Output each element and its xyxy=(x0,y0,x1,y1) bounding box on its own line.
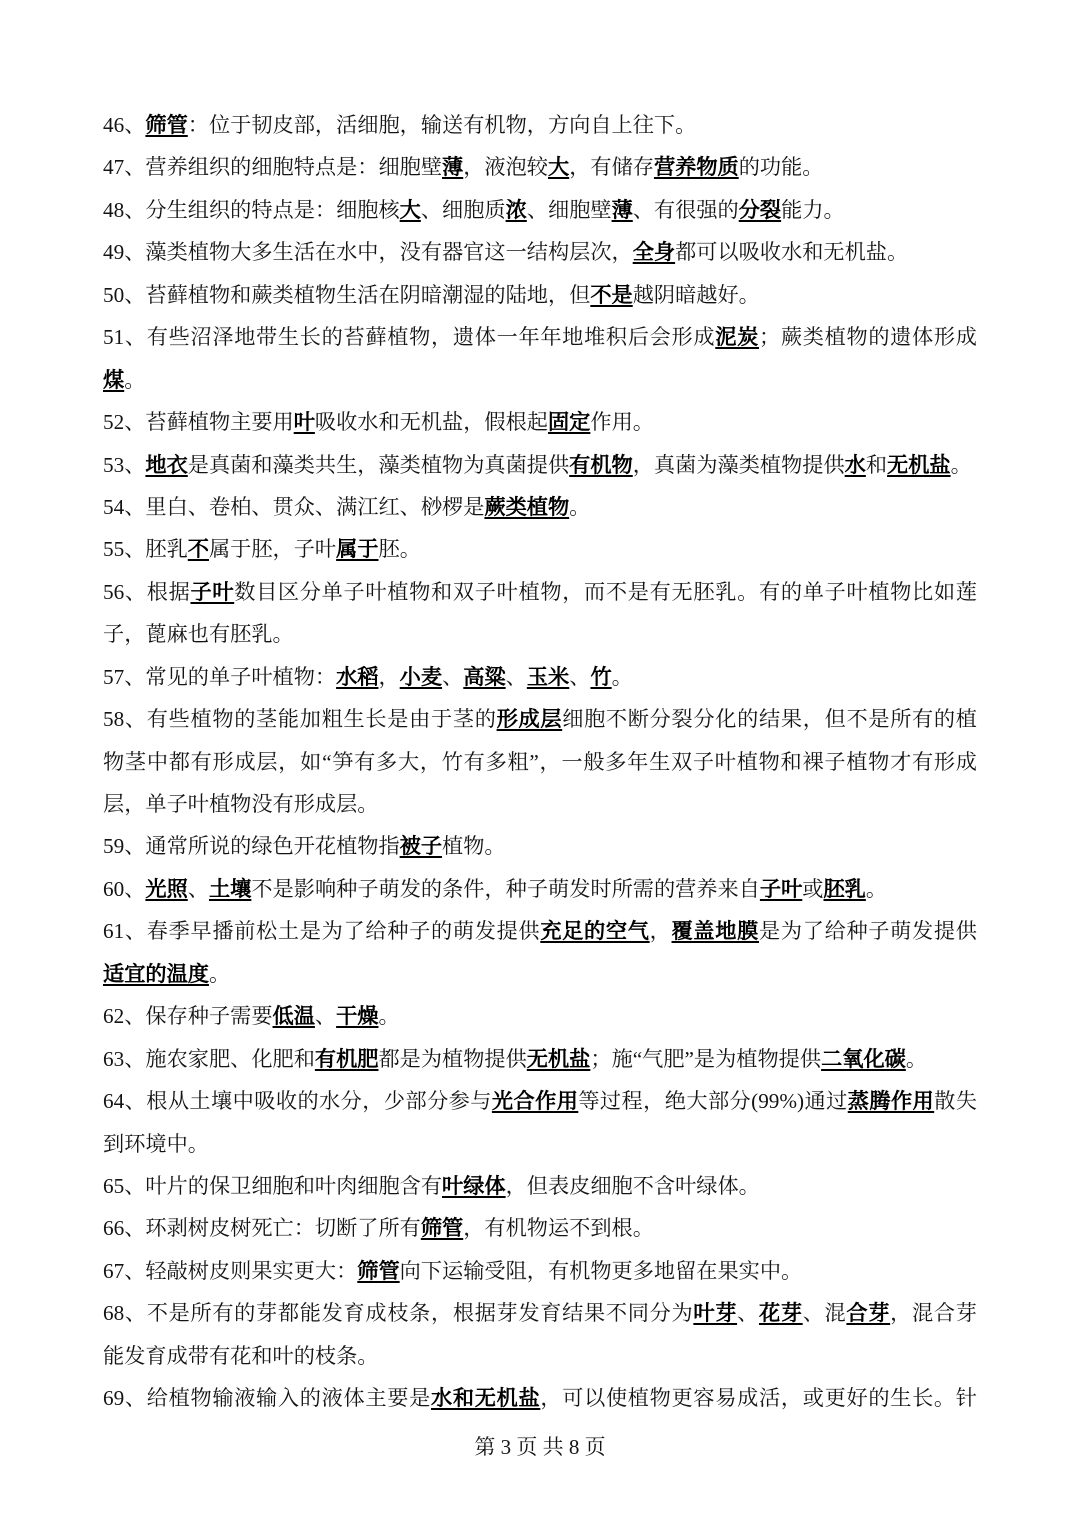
text-run: 68、不是所有的芽都能发育成枝条，根据芽发育结果不同分为 xyxy=(103,1301,694,1326)
text-run: 细胞不断分裂分化的结果，但不是所有的植 xyxy=(562,707,977,732)
text-line xyxy=(103,1250,977,1292)
key-term: 煤 xyxy=(103,367,125,392)
key-term: 泥炭 xyxy=(715,325,759,350)
text-line xyxy=(103,401,977,443)
text-line xyxy=(103,104,977,146)
list-item xyxy=(103,1080,977,1165)
text-run: 向下运输受阻，有机物更多地留在果实中。 xyxy=(399,1258,803,1283)
text-run: 、 xyxy=(505,664,527,689)
key-term: 形成层 xyxy=(496,707,563,732)
list-item xyxy=(103,1165,977,1207)
list-item xyxy=(103,401,977,443)
list-item xyxy=(103,656,977,698)
key-term: 不是 xyxy=(590,282,633,307)
key-term: 薄 xyxy=(611,197,633,222)
text-run: 57、常见的单子叶植物： xyxy=(103,664,337,689)
text-line xyxy=(103,995,977,1037)
key-term: 叶绿体 xyxy=(442,1173,506,1198)
text-line xyxy=(103,528,977,570)
text-run: ；施“气肥”是为植物提供 xyxy=(590,1046,822,1071)
text-run: ， xyxy=(649,919,672,944)
list-item xyxy=(103,231,977,273)
key-term: 叶芽 xyxy=(693,1301,738,1326)
text-run: ，液泡较 xyxy=(463,155,548,180)
key-term: 覆盖地膜 xyxy=(671,919,759,944)
text-run: 是为了给种子萌发提供 xyxy=(758,919,977,944)
text-run: 。 xyxy=(208,961,231,986)
key-term: 浓 xyxy=(505,197,527,222)
text-run: 69、给植物输液输入的液体主要是 xyxy=(103,1386,431,1411)
text-run: 数目区分单子叶植物和双子叶植物，而不是有无胚乳。有的单子叶植物比如莲 xyxy=(234,579,977,604)
list-item xyxy=(103,274,977,316)
text-run: 胚。 xyxy=(378,537,421,562)
key-term: 大 xyxy=(399,197,421,222)
key-term: 光照 xyxy=(145,876,188,901)
list-item xyxy=(103,868,977,910)
text-line xyxy=(103,613,977,655)
text-run: ，混合芽 xyxy=(890,1301,977,1326)
key-term: 筛管 xyxy=(145,113,188,137)
text-run: 和 xyxy=(865,452,888,477)
list-item xyxy=(103,486,977,528)
text-run: 吸收水和无机盐，假根起 xyxy=(314,410,548,435)
text-run: 52、苔藓植物主要用 xyxy=(103,410,294,435)
text-run: 、细胞质 xyxy=(420,197,506,222)
text-run: 56、根据 xyxy=(103,579,191,604)
key-term: 无机盐 xyxy=(526,1046,591,1071)
text-run: ，真菌为藻类植物提供 xyxy=(632,452,845,477)
text-run: 50、苔藓植物和蕨类植物生活在阴暗潮湿的陆地，但 xyxy=(103,282,591,307)
text-run: ，可以使植物更容易成活，或更好的生长。针 xyxy=(540,1386,977,1411)
text-run: 64、根从土壤中吸收的水分，少部分参与 xyxy=(103,1089,492,1114)
key-term: 不 xyxy=(187,537,209,562)
key-term: 水稻 xyxy=(336,664,379,689)
key-term: 土壤 xyxy=(208,876,252,901)
key-term: 固定 xyxy=(547,410,591,435)
list-item xyxy=(103,444,977,486)
key-term: 被子 xyxy=(399,834,443,859)
text-line xyxy=(103,1165,977,1207)
text-run: 58、有些植物的茎能加粗生长是由于茎的 xyxy=(103,707,497,732)
list-item xyxy=(103,910,977,995)
list-item xyxy=(103,571,977,656)
key-term: 低温 xyxy=(272,1004,315,1029)
key-term: 水和无机盐 xyxy=(431,1386,541,1411)
text-run: 都是为植物提供 xyxy=(378,1046,527,1071)
text-run: 、 xyxy=(442,664,464,689)
key-term: 有机物 xyxy=(569,452,633,477)
text-run: 48、分生组织的特点是：细胞核 xyxy=(103,197,400,222)
list-item xyxy=(103,104,977,146)
text-run: 物茎中都有形成层，如“笋有多大，竹有多粗”，一般多年生双子叶植物和裸子植物才有形成 xyxy=(103,749,977,774)
list-item xyxy=(103,316,977,401)
text-run: ，但表皮细胞不含叶绿体。 xyxy=(505,1173,760,1198)
text-line xyxy=(103,1080,977,1122)
text-run: 63、施农家肥、化肥和 xyxy=(103,1046,315,1071)
text-line xyxy=(103,146,977,188)
text-line xyxy=(103,316,977,358)
text-run: 66、环剥树皮树死亡：切断了所有 xyxy=(103,1216,421,1241)
list-item xyxy=(103,528,977,570)
text-line xyxy=(103,953,977,995)
text-run: 等过程，绝大部分(99%)通过 xyxy=(578,1089,848,1114)
text-run: 能发育成带有花和叶的枝条。 xyxy=(103,1343,379,1368)
text-run: 、细胞壁 xyxy=(526,197,612,222)
key-term: 水 xyxy=(844,452,866,477)
key-term: 蕨类植物 xyxy=(484,494,570,519)
text-run: 。 xyxy=(569,494,591,519)
text-run: 能力。 xyxy=(781,197,845,222)
text-run: 61、春季早播前松土是为了给种子的萌发提供 xyxy=(103,919,541,944)
text-line xyxy=(103,868,977,910)
key-term: 属于 xyxy=(336,537,379,562)
text-run: 的功能。 xyxy=(738,155,824,180)
text-run: 。 xyxy=(905,1046,928,1071)
text-run: ， xyxy=(378,664,400,689)
text-line xyxy=(103,189,977,231)
key-term: 胚乳 xyxy=(823,876,866,901)
page-footer: 第 3 页 共 8 页 xyxy=(474,1435,606,1459)
text-line xyxy=(103,231,977,273)
text-line xyxy=(103,910,977,952)
list-item xyxy=(103,825,977,867)
key-term: 子叶 xyxy=(759,876,803,901)
list-item xyxy=(103,1038,977,1080)
list-item xyxy=(103,698,977,825)
text-line xyxy=(103,1207,977,1249)
list-item xyxy=(103,995,977,1037)
text-run: 子，蓖麻也有胚乳。 xyxy=(103,622,294,647)
text-run: 46、 xyxy=(103,113,146,137)
document-body xyxy=(103,104,977,1420)
text-run: 65、叶片的保卫细胞和叶肉细胞含有 xyxy=(103,1173,443,1198)
text-run: ，有储存 xyxy=(569,155,654,180)
list-item xyxy=(103,1207,977,1249)
text-run: 、有很强的 xyxy=(632,197,739,222)
key-term: 合芽 xyxy=(846,1301,891,1326)
text-run: 越阴暗越好。 xyxy=(632,282,760,307)
key-term: 地衣 xyxy=(145,452,188,477)
text-run: ；蕨类植物的遗体形成 xyxy=(758,325,977,350)
text-line xyxy=(103,571,977,613)
text-run: 54、里白、卷柏、贯众、满江红、桫椤是 xyxy=(103,494,485,519)
key-term: 叶 xyxy=(293,410,315,435)
text-line xyxy=(103,741,977,783)
text-line xyxy=(103,1038,977,1080)
key-term: 蒸腾作用 xyxy=(847,1089,935,1114)
key-term: 大 xyxy=(547,155,570,180)
list-item xyxy=(103,189,977,231)
key-term: 无机盐 xyxy=(887,452,951,477)
text-line xyxy=(103,359,977,401)
text-run: 属于胚，子叶 xyxy=(208,537,337,562)
text-line xyxy=(103,783,977,825)
text-run: 层，单子叶植物没有形成层。 xyxy=(103,792,379,816)
text-run: 植物。 xyxy=(442,834,506,859)
key-term: 高粱 xyxy=(463,664,506,689)
text-run: 51、有些沼泽地带生长的苔藓植物，遗体一年年地堆积后会形成 xyxy=(103,325,716,350)
text-run: 到环境中。 xyxy=(103,1131,209,1156)
text-run: 60、 xyxy=(103,876,146,901)
text-line xyxy=(103,825,977,867)
key-term: 干燥 xyxy=(336,1004,379,1029)
key-term: 筛管 xyxy=(420,1216,464,1241)
key-term: 充足的空气 xyxy=(540,919,650,944)
text-line xyxy=(103,1377,977,1419)
text-run: 。 xyxy=(378,1004,400,1029)
list-item xyxy=(103,1292,977,1377)
text-line xyxy=(103,1123,977,1165)
key-term: 营养物质 xyxy=(653,155,739,180)
list-item xyxy=(103,1250,977,1292)
key-term: 子叶 xyxy=(190,579,235,604)
text-run: ：位于韧皮部，活细胞，输送有机物，方向自上往下。 xyxy=(187,113,697,137)
text-run: 49、藻类植物大多生活在水中，没有器官这一结构层次， xyxy=(103,240,633,265)
text-run: 53、 xyxy=(103,452,146,477)
text-line xyxy=(103,698,977,740)
key-term: 全身 xyxy=(632,240,676,265)
text-line xyxy=(103,1335,977,1377)
text-line xyxy=(103,444,977,486)
text-run: 。 xyxy=(950,452,972,477)
text-run: 、 xyxy=(314,1004,337,1029)
key-term: 光合作用 xyxy=(491,1089,579,1114)
key-term: 玉米 xyxy=(526,664,570,689)
text-run: 62、保存种子需要 xyxy=(103,1004,273,1029)
key-term: 二氧化碳 xyxy=(821,1046,906,1071)
text-run: 、 xyxy=(737,1301,759,1326)
text-run: 或 xyxy=(802,876,824,901)
key-term: 竹 xyxy=(590,664,612,689)
key-term: 适宜的温度 xyxy=(103,961,209,986)
text-line xyxy=(103,486,977,528)
key-term: 分裂 xyxy=(738,197,782,222)
key-term: 筛管 xyxy=(357,1258,400,1283)
text-run: 作用。 xyxy=(590,410,654,435)
text-run: 散失 xyxy=(934,1089,977,1114)
text-run: 、 xyxy=(187,876,209,901)
text-run: 55、胚乳 xyxy=(103,537,188,562)
list-item xyxy=(103,146,977,188)
text-run: 不是影响种子萌发的条件，种子萌发时所需的营养来自 xyxy=(251,876,760,901)
text-line xyxy=(103,1292,977,1334)
key-term: 小麦 xyxy=(399,664,443,689)
text-line xyxy=(103,656,977,698)
text-run: 都可以吸收水和无机盐。 xyxy=(675,240,909,265)
text-line xyxy=(103,274,977,316)
text-run: 47、营养组织的细胞特点是：细胞壁 xyxy=(103,155,443,180)
key-term: 薄 xyxy=(442,155,464,180)
text-run: 是真菌和藻类共生，藻类植物为真菌提供 xyxy=(187,452,570,477)
text-run: 、 xyxy=(569,664,591,689)
text-run: 、混 xyxy=(802,1301,847,1326)
text-run: 67、轻敲树皮则果实更大： xyxy=(103,1258,358,1283)
list-item xyxy=(103,1377,977,1419)
key-term: 花芽 xyxy=(758,1301,803,1326)
text-run: ，有机物运不到根。 xyxy=(463,1216,654,1241)
key-term: 有机肥 xyxy=(314,1046,379,1071)
text-run: 。 xyxy=(611,664,633,689)
text-run: 59、通常所说的绿色开花植物指 xyxy=(103,834,400,859)
text-run: 。 xyxy=(865,876,888,901)
text-run: 。 xyxy=(124,367,146,392)
